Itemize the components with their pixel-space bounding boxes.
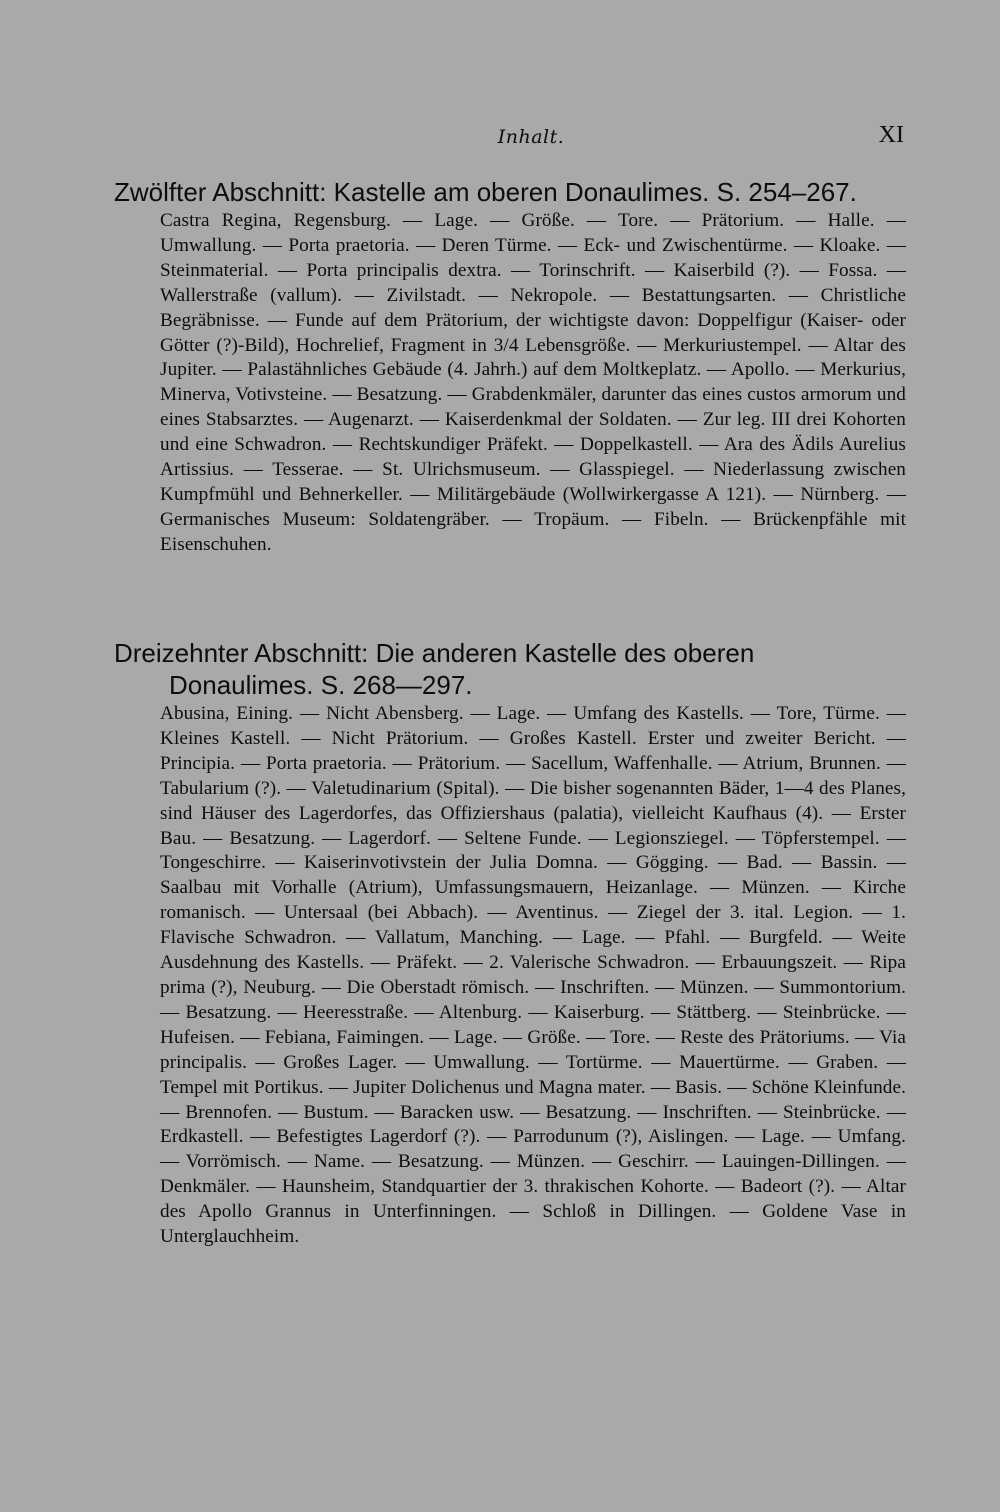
section-13-heading-line-2: Donaulimes. S. 268—297. — [169, 670, 473, 700]
section-12-body: Castra Regina, Regensburg. — Lage. — Größe. — Tore. — Prätorium. — Halle. — Umwallung. — Porta praetoria. — Deren Türme. — Eck- und Zwischentürme. — Kloake. — Steinmaterial. — Porta principalis dextra. — Torinschrift. — Kaiserbild (?). — Fossa. — Wallerstraße (vallum). — Zivilstadt. — Nekropole. — Bestattungsarten. — Christliche Begräbnisse. — Funde auf dem Prätorium, der wichtigste davon: Doppelfigur (Kaiser- oder Götter (?)-Bild), Hochrelief, Fragment in 3/4 Lebensgröße. — Merkuriustempel. — Altar des Jupiter. — Palastähnliches Gebäude (4. Jahrh.) auf dem Moltkeplatz. — Apollo. — Merkurius, Minerva, Votivsteine. — Besatzung. — Grabdenkmäler, darunter das eines custos armorum und eines Stabsarztes. — Augenarzt. — Kaiserdenkmal der Soldaten. — Zur leg. III drei Kohorten und eine Schwadron. — Rechtskundiger Präfekt. — Doppelkastell. — Ara des Ädils Aurelius Artissius. — Tesserae. — St. Ulrichsmuseum. — Glasspiegel. — Niederlassung zwischen Kumpfmühl und Behnerkeller. — Militärgebäude (Wollwirkergasse A 121). — Nürnberg. — Germanisches Museum: Soldatengräber. — Tropäum. — Fibeln. — Brückenpfähle mit Eisenschuhen. — [160, 210, 906, 555]
section-13-heading-line-1: Dreizehnter Abschnitt: Die anderen Kastelle des oberen — [114, 638, 755, 668]
section-13-body: Abusina, Eining. — Nicht Abensberg. — Lage. — Umfang des Kastells. — Tore, Türme. — Kleines Kastell. — Nicht Prätorium. — Großes Kastell. Erster und zweiter Bericht. — Principia. — Porta praetoria. — Prätorium. — Sacellum, Waffenhalle. — Atrium, Brunnen. — Tabularium (?). — Valetudinarium (Spital). — Die bisher sogenannten Bäder, 1—4 des Planes, sind Häuser des Lagerdorfes, das Offiziershaus (palatia), vielleicht Kaufhaus (4). — Erster Bau. — Besatzung. — Lagerdorf. — Seltene Funde. — Legionsziegel. — Töpferstempel. — Tongeschirre. — Kaiserinvotivstein der Julia Domna. — Gögging. — Bad. — Bassin. — Saalbau mit Vorhalle (Atrium), Umfassungsmauern, Heizanlage. — Münzen. — Kirche romanisch. — Untersaal (bei Abbach). — Aventinus. — Ziegel der 3. ital. Legion. — 1. Flavische Schwadron. — Vallatum, Manching. — Lage. — Pfahl. — Burgfeld. — Weite Ausdehnung des Kastells. — Präfekt. — 2. Valerische Schwadron. — Erbauungszeit. — Ripa prima (?), Neuburg. — Die Oberstadt römisch. — Inschriften. — Münzen. — Summontorium. — Besatzung. — Heeresstraße. — Altenburg. — Kaiserburg. — Stättberg. — Steinbrücke. — Hufeisen. — Febiana, Faimingen. — Lage. — Größe. — Tore. — Reste des Prätoriums. — Via principalis. — Großes Lager. — Umwallung. — Tortürme. — Mauertürme. — Graben. — Tempel mit Portikus. — Jupiter Dolichenus und Magna mater. — Basis. — Schöne Kleinfunde. — Brennofen. — Bustum. — Baracken usw. — Besatzung. — Inschriften. — Steinbrücke. — Erdkastell. — Befestigtes Lagerdorf (?). — Parrodunum (?), Aislingen. — Lage. — Umfang. — Vorrömisch. — Name. — Besatzung. — Münzen. — Geschirr. — Lauingen-Dillingen. — Denkmäler. — Haunsheim, Standquartier der 3. thrakischen Kohorte. — Badeort (?). — Altar des Apollo Grannus in Unterfinningen. — Schloß in Dillingen. — Goldene Vase in Unterglauchheim. — [160, 703, 906, 1248]
page-number: XI — [878, 122, 904, 148]
section-13-heading — [114, 637, 914, 701]
running-head — [158, 122, 904, 156]
section-12-heading: Zwölfter Abschnitt: Kastelle am oberen Donaulimes. S. 254–267. — [114, 177, 857, 207]
running-title: Inhalt. — [497, 126, 565, 148]
